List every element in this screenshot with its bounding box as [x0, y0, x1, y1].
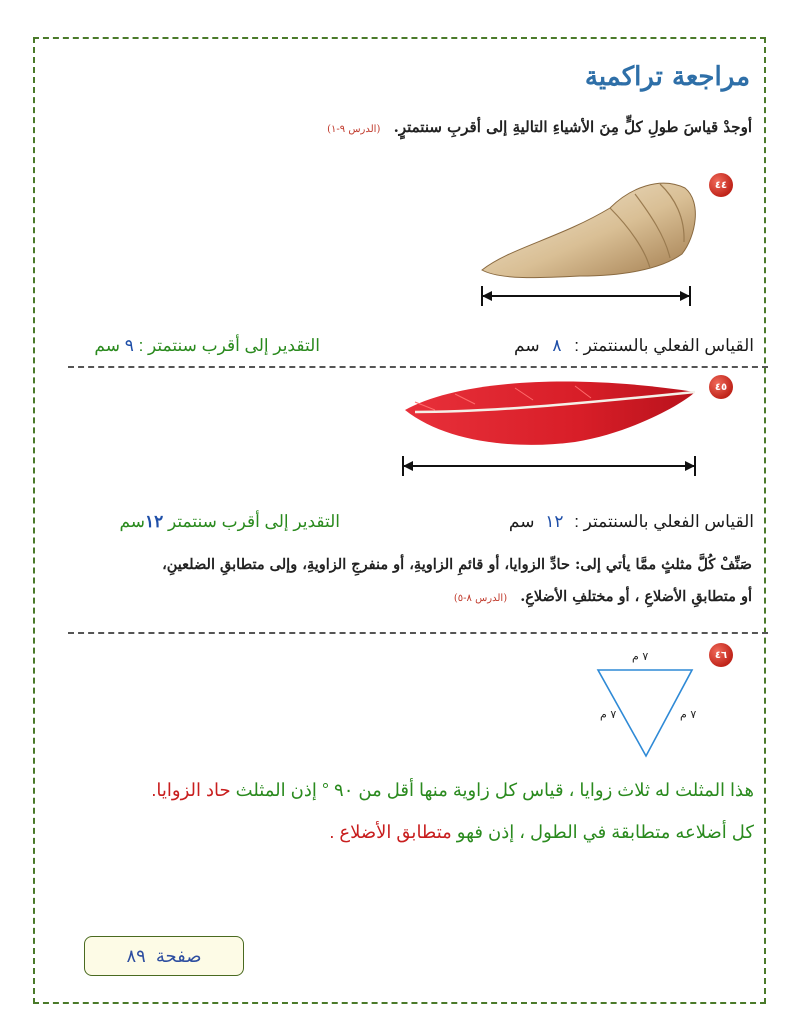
classify-body: أو متطابقِ الأضلاعِ ، أو مختلفِ الأضلاعِ.	[520, 588, 752, 605]
classify-instruction-line1: صَنِّفْ كُلَّ مثلثٍ ممَّا يأتي إلى: حادِّ الزوايا، أو قائمِ الزاويةِ، أو منفرجِ الزاويةِ، وإلى متطابقِ الضلعينِ،	[162, 556, 752, 573]
q45-estimate	[119, 512, 340, 532]
q44-actual-measure	[514, 336, 754, 356]
triangle-side-right-label: ٧ م	[680, 708, 697, 721]
lesson-reference: (الدرس ٨-٥)	[453, 593, 508, 604]
q45-actual-measure	[509, 512, 754, 532]
triangle-side-top-label: ٧ م	[632, 650, 649, 663]
actual-value: ٨	[552, 336, 562, 355]
q46-answer-sides	[329, 822, 754, 843]
actual-value: ١٢	[545, 512, 564, 531]
question-number-badge: ٤٥	[709, 375, 733, 399]
estimate-value: ١٢	[145, 512, 164, 531]
page-title: مراجعة تراكمية	[584, 62, 750, 92]
answer-highlight: حاد الزوايا.	[151, 780, 231, 800]
estimate-label: التقدير إلى أقرب سنتمتر :	[138, 336, 320, 355]
actual-unit: سم	[508, 512, 535, 531]
instruction-text	[327, 118, 752, 136]
red-feather-image	[395, 372, 705, 482]
answer-text: كل أضلاعه متطابقة في الطول ، إذن فهو	[456, 822, 754, 842]
page-label: صفحة	[155, 945, 202, 967]
page-number-box	[84, 936, 244, 976]
question-number-badge: ٤٦	[709, 643, 733, 667]
page-number: ٨٩	[126, 945, 146, 967]
classify-instruction-line2	[454, 588, 752, 605]
lesson-reference: (الدرس ٩-١)	[327, 124, 381, 135]
separator-line	[68, 366, 768, 368]
estimate-label: التقدير إلى أقرب سنتمتر	[168, 512, 340, 531]
instruction-body: أوجدْ قياسَ طولِ كلٍّ مِنَ الأشياءِ التاليةِ إلى أقربِ سنتمترٍ.	[393, 118, 752, 136]
q44-estimate	[94, 336, 320, 356]
triangle-side-left-label: ٧ م	[600, 708, 617, 721]
q46-answer-angles	[151, 780, 754, 801]
actual-label: القياس الفعلي بالسنتمتر :	[574, 512, 754, 531]
separator-line	[68, 632, 768, 634]
estimate-unit: سم	[94, 336, 120, 355]
answer-highlight: متطابق الأضلاع .	[329, 822, 452, 842]
seashell-image	[470, 158, 710, 318]
estimate-unit: سم	[119, 512, 146, 531]
answer-text: هذا المثلث له ثلاث زوايا ، قياس كل زاوية منها أقل من ٩٠ ° إذن المثلث	[235, 780, 754, 800]
estimate-value: ٩	[124, 336, 134, 355]
actual-label: القياس الفعلي بالسنتمتر :	[574, 336, 754, 355]
actual-unit: سم	[514, 336, 540, 355]
question-number-badge: ٤٤	[709, 173, 733, 197]
